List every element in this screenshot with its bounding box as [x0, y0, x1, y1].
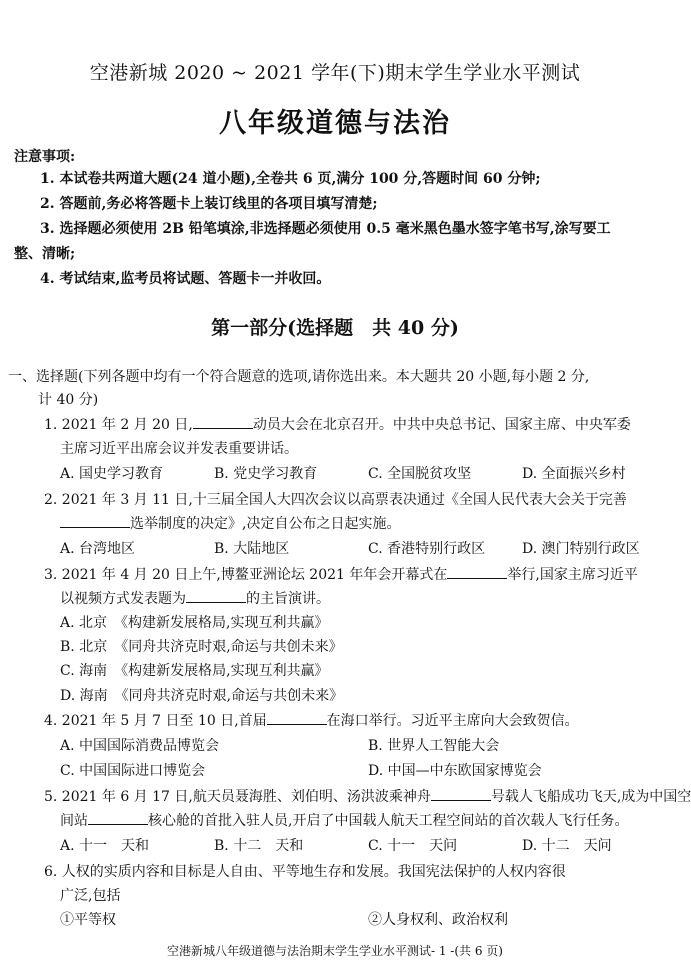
question-text: 动员大会在北京召开。中共中央总书记、国家主席、中央军委	[252, 417, 631, 433]
question-text: 间站	[60, 813, 88, 829]
option-a: A. 国史学习教育	[60, 466, 164, 482]
notice-item: 4. 考试结束,监考员将试题、答题卡一并收回。	[40, 271, 331, 287]
question-text: 在海口举行。习近平主席向大会致贺信。	[326, 713, 579, 729]
option-a: A. 北京 《构建新发展格局,实现互利共赢》	[60, 615, 329, 631]
option-c: C. 香港特别行政区	[368, 541, 486, 557]
question-text	[60, 588, 330, 608]
subject-title: 八年级道德与法治	[219, 108, 451, 139]
option-d: D. 中国—中东欧国家博览会	[368, 763, 542, 779]
option-d: D. 澳门特别行政区	[522, 541, 640, 557]
question-text: 核心舱的首批入驻人员,开启了中国载人航天工程空间站的首次载人飞行任务。	[148, 813, 629, 829]
part-title: 第一部分(选择题 共 40 分)	[211, 317, 459, 339]
option-c: C. 全国脱贫攻坚	[368, 466, 472, 482]
option-b: B. 大陆地区	[214, 541, 290, 557]
question-text: 的主旨演讲。	[246, 591, 330, 607]
question-text: 1. 2021 年 2 月 20 日,	[44, 417, 193, 433]
option-c: C. 海南 《构建新发展格局,实现互利共赢》	[60, 663, 329, 679]
notice-heading: 注意事项:	[14, 149, 76, 165]
option-d: D. 十二 天问	[522, 838, 612, 854]
option-b: B. 北京 《同舟共济克时艰,命运与共创未来》	[60, 639, 343, 655]
option-b: B. 世界人工智能大会	[368, 738, 500, 754]
question-text: 举行,国家主席习近平	[507, 567, 638, 583]
statement-item: ①平等权	[60, 912, 116, 928]
answer-blank	[431, 788, 491, 801]
option-c: C. 十一 天问	[368, 838, 458, 854]
answer-blank	[267, 712, 327, 725]
option-a: A. 台湾地区	[60, 541, 136, 557]
option-b: B. 十二 天和	[214, 838, 304, 854]
question-text: 号载人飞船成功飞天,成为中国空	[490, 789, 691, 805]
question-1	[44, 414, 631, 434]
answer-blank	[186, 590, 246, 603]
question-5	[44, 786, 691, 806]
answer-blank	[88, 812, 148, 825]
question-2: 2. 2021 年 3 月 11 日,十三届全国人大四次会议以高票表决通过《全国人民代表大会关于完善	[44, 492, 627, 508]
section-intro: 一、选择题(下列各题中均有一个符合题意的选项,请你选出来。本大题共 20 小题,每小题 2 分,	[8, 369, 590, 385]
question-text: 广泛,包括	[60, 888, 121, 904]
option-c: C. 中国国际进口博览会	[60, 763, 206, 779]
question-text: 选举制度的决定》,决定自公布之日起实施。	[130, 516, 401, 532]
question-text: 3. 2021 年 4 月 20 日上午,博鳌亚洲论坛 2021 年年会开幕式在	[44, 567, 448, 583]
notice-item: 整、清晰;	[14, 246, 76, 262]
question-text	[60, 810, 628, 830]
option-d: D. 海南 《同舟共济克时艰,命运与共创未来》	[60, 688, 344, 704]
option-b: B. 党史学习教育	[214, 466, 318, 482]
question-text	[60, 513, 400, 533]
exam-title: 空港新城 2020 ~ 2021 学年(下)期末学生学业水平测试	[89, 62, 581, 84]
answer-blank	[60, 515, 130, 528]
option-a: A. 十一 天和	[60, 838, 150, 854]
statement-item: ②人身权利、政治权利	[368, 912, 508, 928]
notice-item: 1. 本试卷共两道大题(24 道小题),全卷共 6 页,满分 100 分,答题时间 60 分钟;	[40, 171, 541, 187]
question-3	[44, 564, 638, 584]
page-footer: 空港新城八年级道德与法治期末学生学业水平测试- 1 -(共 6 页)	[166, 944, 503, 958]
question-text: 主席习近平出席会议并发表重要讲话。	[60, 441, 298, 457]
answer-blank	[447, 566, 507, 579]
question-4	[44, 710, 579, 730]
notice-item: 3. 选择题必须使用 2B 铅笔填涂,非选择题必须使用 0.5 毫米黑色墨水签字笔书写,涂写要工	[40, 221, 611, 237]
answer-blank	[193, 416, 253, 429]
question-text: 5. 2021 年 6 月 17 日,航天员聂海胜、刘伯明、汤洪波乘神舟	[44, 789, 431, 805]
section-intro: 计 40 分)	[38, 392, 99, 408]
question-text: 4. 2021 年 5 月 7 日至 10 日,首届	[44, 713, 267, 729]
question-text: 以视频方式发表题为	[60, 591, 186, 607]
option-a: A. 中国国际消费品博览会	[60, 738, 220, 754]
option-d: D. 全面振兴乡村	[522, 466, 626, 482]
notice-item: 2. 答题前,务必将答题卡上装订线里的各项目填写清楚;	[40, 196, 378, 212]
question-6: 6. 人权的实质内容和目标是人自由、平等地生存和发展。我国宪法保护的人权内容很	[44, 864, 566, 880]
